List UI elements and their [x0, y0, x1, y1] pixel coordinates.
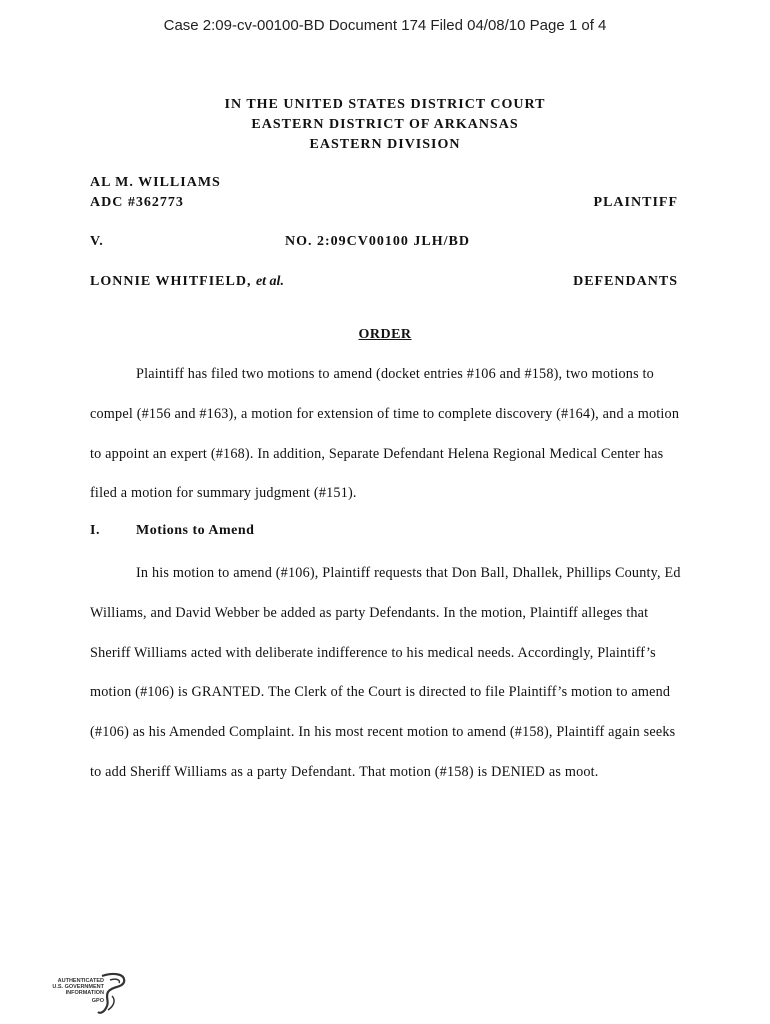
- plaintiff-name-row: [90, 175, 678, 191]
- section-title: Motions to Amend: [136, 523, 255, 538]
- gpo-line-4: GPO: [91, 998, 104, 1004]
- document-title: ORDER: [358, 327, 412, 342]
- section-number: I.: [90, 523, 100, 538]
- plaintiff-name: AL M. WILLIAMS: [90, 175, 221, 190]
- court-line-2: EASTERN DISTRICT OF ARKANSAS: [251, 117, 519, 132]
- gpo-line-3: INFORMATION: [65, 990, 104, 996]
- plaintiff-adc-row: [90, 195, 678, 211]
- court-line-1: IN THE UNITED STATES DISTRICT COURT: [224, 97, 546, 112]
- section-heading: [90, 523, 254, 539]
- gpo-seal: [44, 972, 134, 1018]
- court-heading: [0, 95, 770, 155]
- defendant-role: DEFENDANTS: [573, 274, 678, 289]
- eagle-icon: [96, 972, 130, 1016]
- intro-paragraph: Plaintiff has filed two motions to amend (docket entries #106 and #158), two motions to compel (#156 and #163), a motion for extension of time to complete discovery (#164), and a motion to appoint an expert (#168). In addition, Separate Defendant Helena Regional Medical Center has filed a motion for summary judgment (#151).: [90, 366, 680, 502]
- court-line-3: EASTERN DIVISION: [309, 137, 461, 152]
- case-number: NO. 2:09CV00100 JLH/BD: [285, 234, 470, 249]
- defendant-et-al: et al.: [255, 274, 284, 289]
- defendant-name: LONNIE WHITFIELD,: [90, 274, 252, 289]
- gpo-line-1: AUTHENTICATED: [57, 978, 104, 984]
- case-header-stamp: Case 2:09-cv-00100-BD Document 174 Filed 04/08/10 Page 1 of 4: [163, 17, 607, 34]
- versus: V.: [90, 234, 104, 249]
- plaintiff-adc: ADC #362773: [90, 195, 184, 210]
- gpo-line-2: U.S. GOVERNMENT: [52, 984, 104, 990]
- defendant-row: [90, 274, 678, 290]
- section-paragraph: In his motion to amend (#106), Plaintiff requests that Don Ball, Dhallek, Phillips County, Ed Williams, and David Webber be added as party Defendants. In the motion, Plaintiff alleges that Sheriff Williams acted with deliberate indifference to his medical needs. Accordingly, Plaintiff’s motion (#106) is GRANTED. The Clerk of the Court is directed to file Plaintiff’s motion to amend (#106) as his Amended Complaint. In his most recent motion to amend (#158), Plaintiff again seeks to add Sheriff Williams as a party Defendant. That motion (#158) is DENIED as moot.: [90, 565, 681, 780]
- versus-row: [90, 234, 678, 250]
- plaintiff-role: PLAINTIFF: [593, 195, 678, 210]
